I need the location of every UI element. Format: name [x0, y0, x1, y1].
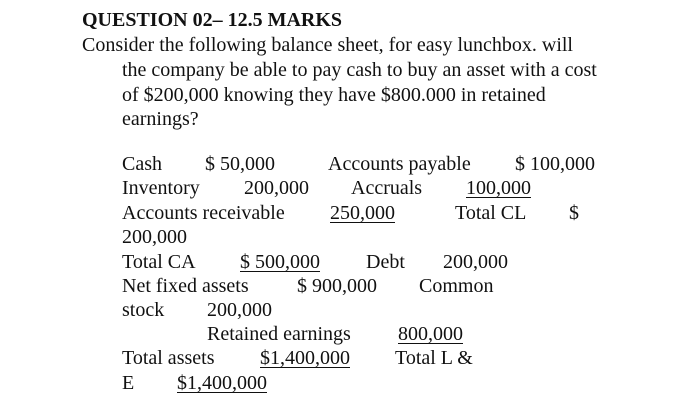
accounts-receivable-value: 200,000	[122, 226, 187, 248]
question-line-2: the company be able to pay cash to buy an asset with a cost	[122, 59, 597, 81]
common-label: Common	[419, 275, 494, 297]
question-title: QUESTION 02– 12.5 MARKS	[82, 9, 343, 31]
total-ca-label: Total CA	[122, 251, 196, 273]
accruals-column-value: 250,000	[330, 202, 395, 224]
accruals-value: 100,000	[466, 177, 531, 199]
accounts-payable-value: $ 100,000	[515, 153, 595, 175]
total-le-label: Total L &	[395, 347, 473, 369]
net-fixed-assets-value: $ 900,000	[297, 275, 377, 297]
e-label: E	[122, 372, 135, 394]
stock-value: 200,000	[207, 299, 272, 321]
net-fixed-assets-label: Net fixed assets	[122, 275, 249, 297]
cash-value: $ 50,000	[205, 153, 275, 175]
total-ca-value: $ 500,000	[240, 251, 320, 273]
total-le-value: $1,400,000	[177, 372, 267, 394]
question-line-1: Consider the following balance sheet, for easy lunchbox. will	[82, 34, 573, 56]
stock-label: stock	[122, 299, 165, 321]
accruals-label: Accruals	[351, 177, 423, 199]
inventory-label: Inventory	[122, 177, 200, 199]
debt-value: 200,000	[443, 251, 508, 273]
accounts-receivable-label: Accounts receivable	[122, 202, 285, 224]
total-cl-dollar: $	[569, 202, 579, 224]
cash-label: Cash	[122, 153, 162, 175]
question-line-3: of $200,000 knowing they have $800.000 in retained	[122, 84, 546, 106]
total-assets-label: Total assets	[122, 347, 215, 369]
inventory-value: 200,000	[244, 177, 309, 199]
debt-label: Debt	[366, 251, 405, 273]
question-line-4: earnings?	[122, 108, 199, 130]
accounts-payable-label: Accounts payable	[328, 153, 471, 175]
total-assets-value: $1,400,000	[260, 347, 350, 369]
retained-earnings-label: Retained earnings	[207, 323, 351, 345]
total-cl-label: Total CL	[455, 202, 527, 224]
retained-earnings-value: 800,000	[398, 323, 463, 345]
